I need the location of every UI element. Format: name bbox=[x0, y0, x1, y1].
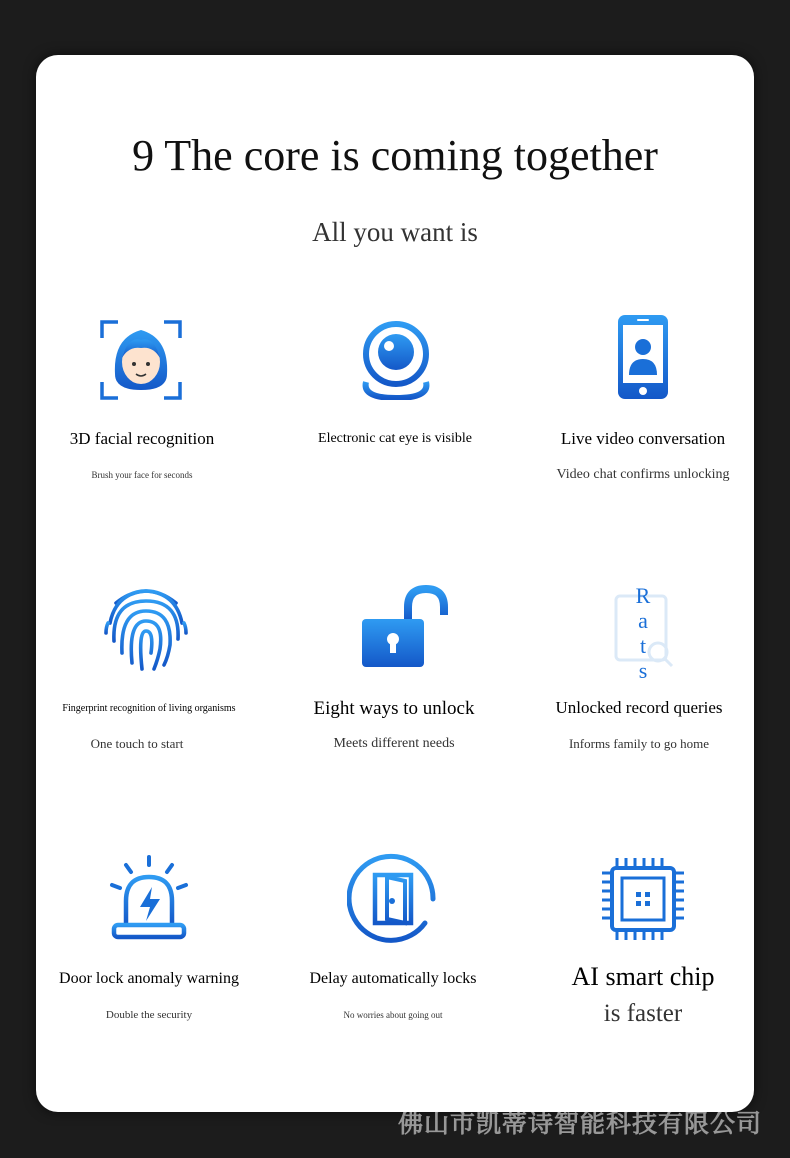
overlay-letter: a bbox=[638, 608, 648, 633]
feature-subtitle: Meets different needs bbox=[333, 736, 455, 751]
unlocked-padlock-icon bbox=[360, 585, 450, 669]
alarm-light-icon bbox=[106, 855, 192, 941]
page-subtitle: All you want is bbox=[312, 217, 478, 247]
feature-title: Eight ways to unlock bbox=[313, 698, 475, 719]
feature-subtitle: is faster bbox=[603, 1000, 683, 1027]
feature-title: Live video conversation bbox=[560, 429, 726, 448]
feature-subtitle: Informs family to go home bbox=[568, 736, 710, 751]
feature-subtitle: No worries about going out bbox=[343, 1010, 443, 1020]
record-icon-overlay-letters bbox=[632, 583, 654, 683]
chip-icon bbox=[600, 856, 686, 942]
feature-subtitle: One touch to start bbox=[90, 736, 184, 751]
feature-title: 3D facial recognition bbox=[69, 429, 215, 448]
feature-title: Fingerprint recognition of living organisms bbox=[62, 703, 236, 714]
phone-video-icon bbox=[616, 313, 670, 401]
overlay-letter: R bbox=[635, 583, 651, 608]
feature-subtitle: Double the security bbox=[105, 1009, 193, 1021]
face-frame-icon bbox=[98, 318, 184, 402]
feature-title: Unlocked record queries bbox=[555, 698, 723, 717]
feature-subtitle: Brush your face for seconds bbox=[91, 470, 193, 480]
overlay-letter: t bbox=[639, 633, 647, 658]
door-circle-icon bbox=[347, 853, 441, 945]
fingerprint-icon bbox=[102, 583, 190, 673]
feature-subtitle: Video chat confirms unlocking bbox=[556, 467, 730, 482]
feature-title: Door lock anomaly warning bbox=[59, 970, 239, 987]
feature-title: Delay automatically locks bbox=[309, 970, 477, 987]
overlay-letter: s bbox=[638, 658, 648, 683]
page-title: 9 The core is coming together bbox=[132, 131, 658, 180]
feature-title: AI smart chip bbox=[571, 962, 715, 991]
feature-title: Electronic cat eye is visible bbox=[318, 431, 472, 446]
webcam-icon bbox=[358, 318, 434, 400]
company-watermark: 佛山市凯蒂诗智能科技有限公司 bbox=[397, 1109, 762, 1138]
